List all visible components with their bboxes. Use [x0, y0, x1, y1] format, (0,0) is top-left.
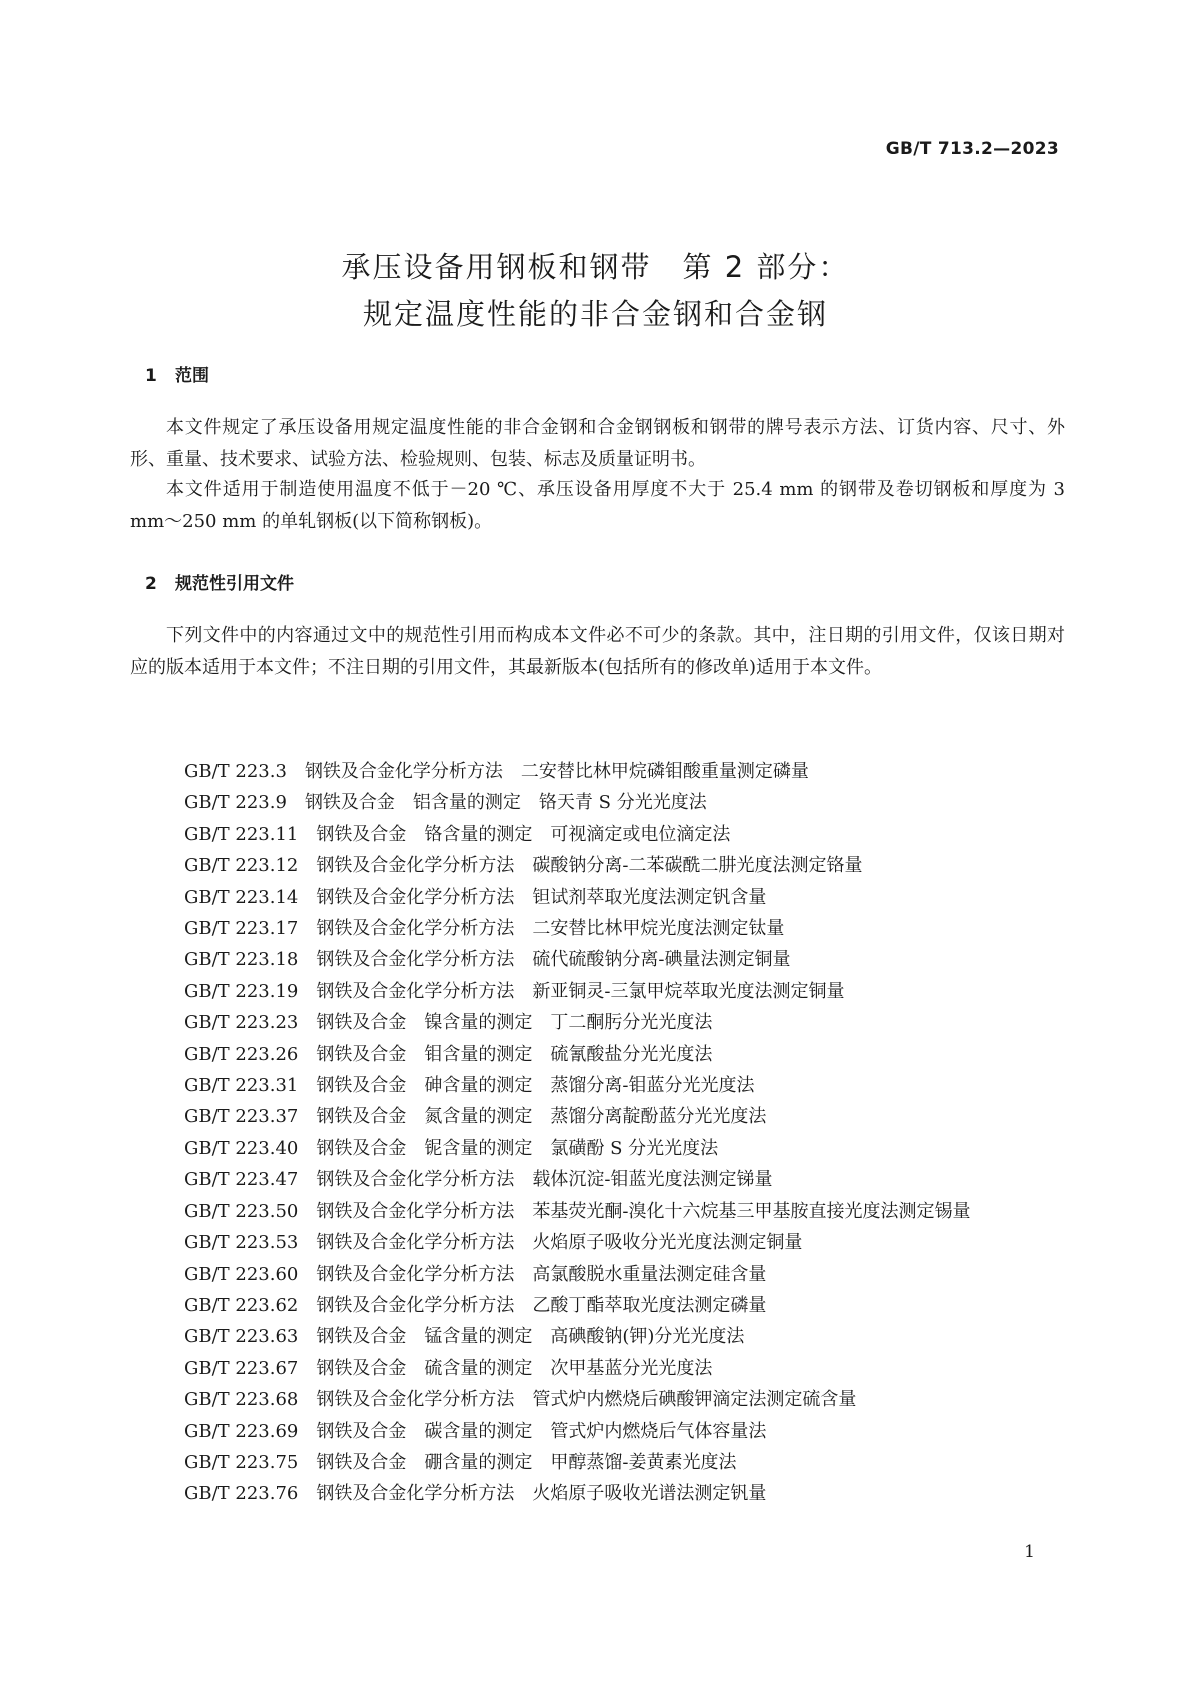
reference-title: 钢铁及合金化学分析方法 火焰原子吸收光谱法测定钒量	[316, 1483, 767, 1505]
reference-item	[130, 1384, 1065, 1415]
reference-code: GB/T 223.62	[184, 1294, 299, 1316]
reference-title: 钢铁及合金化学分析方法 苯基荧光酮-溴化十六烷基三甲基胺直接光度法测定锡量	[316, 1200, 971, 1222]
reference-item	[130, 1259, 1065, 1290]
page-number: 1	[1024, 1542, 1035, 1562]
reference-title: 钢铁及合金 锰含量的测定 高碘酸钠(钾)分光光度法	[316, 1326, 745, 1348]
reference-item	[130, 1039, 1065, 1070]
reference-title: 钢铁及合金化学分析方法 高氯酸脱水重量法测定硅含量	[316, 1263, 767, 1285]
reference-code: GB/T 223.18	[184, 949, 299, 971]
scope-paragraph-1: 本文件规定了承压设备用规定温度性能的非合金钢和合金钢钢板和钢带的牌号表示方法、订货内容、尺寸、外形、重量、技术要求、试验方法、检验规则、包装、标志及质量证明书。	[130, 417, 1065, 470]
reference-title: 钢铁及合金 铬含量的测定 可视滴定或电位滴定法	[316, 823, 731, 845]
reference-title: 钢铁及合金 硼含量的测定 甲醇蒸馏-姜黄素光度法	[316, 1451, 737, 1473]
reference-item	[130, 1133, 1065, 1164]
reference-title: 钢铁及合金化学分析方法 新亚铜灵-三氯甲烷萃取光度法测定铜量	[316, 980, 845, 1002]
reference-code: GB/T 223.14	[184, 886, 299, 908]
reference-item	[130, 819, 1065, 850]
reference-code: GB/T 223.3	[184, 761, 287, 782]
reference-item	[130, 1196, 1065, 1227]
reference-title: 钢铁及合金 硫含量的测定 次甲基蓝分光光度法	[316, 1357, 713, 1379]
document-title	[0, 244, 1191, 338]
reference-title: 钢铁及合金 碳含量的测定 管式炉内燃烧后气体容量法	[316, 1420, 767, 1442]
reference-title: 钢铁及合金 铝含量的测定 铬天青 S 分光光度法	[304, 792, 707, 814]
reference-list	[130, 756, 1065, 1510]
reference-title: 钢铁及合金化学分析方法 二安替比林甲烷光度法测定钛量	[316, 918, 785, 940]
reference-code: GB/T 223.40	[184, 1137, 299, 1159]
reference-title: 钢铁及合金化学分析方法 钽试剂萃取光度法测定钒含量	[316, 886, 767, 908]
reference-item	[130, 1290, 1065, 1321]
reference-title: 钢铁及合金化学分析方法 碳酸钠分离-二苯碳酰二肼光度法测定铬量	[316, 855, 863, 877]
reference-title: 钢铁及合金化学分析方法 管式炉内燃烧后碘酸钾滴定法测定硫含量	[316, 1389, 857, 1411]
reference-code: GB/T 223.69	[184, 1420, 299, 1442]
reference-title: 钢铁及合金 铌含量的测定 氯磺酚 S 分光光度法	[316, 1137, 719, 1159]
reference-code: GB/T 223.11	[184, 823, 299, 845]
reference-code: GB/T 223.26	[184, 1043, 299, 1065]
standard-code: GB/T 713.2—2023	[885, 139, 1059, 159]
reference-title: 钢铁及合金 砷含量的测定 蒸馏分离-钼蓝分光光度法	[316, 1075, 755, 1097]
reference-item	[130, 944, 1065, 975]
reference-item	[130, 1478, 1065, 1509]
reference-title: 钢铁及合金化学分析方法 载体沉淀-钼蓝光度法测定锑量	[316, 1169, 773, 1191]
section-1-heading	[145, 361, 209, 386]
reference-code: GB/T 223.67	[184, 1357, 299, 1379]
reference-item	[130, 1227, 1065, 1258]
reference-item	[130, 913, 1065, 944]
reference-item	[130, 882, 1065, 913]
reference-code: GB/T 223.37	[184, 1106, 299, 1128]
title-line-2: 规定温度性能的非合金钢和合金钢	[362, 297, 828, 331]
reference-code: GB/T 223.47	[184, 1169, 299, 1191]
reference-code: GB/T 223.12	[184, 855, 299, 877]
reference-code: GB/T 223.31	[184, 1075, 299, 1097]
reference-title: 钢铁及合金化学分析方法 火焰原子吸收分光光度法测定铜量	[316, 1232, 803, 1254]
reference-code: GB/T 223.53	[184, 1232, 299, 1254]
reference-title: 钢铁及合金化学分析方法 二安替比林甲烷磷钼酸重量测定磷量	[304, 761, 809, 782]
references-intro-paragraph: 下列文件中的内容通过文中的规范性引用而构成本文件必不可少的条款。其中，注日期的引用文件，仅该日期对应的版本适用于本文件；不注日期的引用文件，其最新版本(包括所有的修改单)适用于本文件。	[130, 625, 1065, 678]
section-1-title: 范围	[175, 366, 209, 386]
reference-code: GB/T 223.17	[184, 918, 299, 940]
reference-code: GB/T 223.9	[184, 792, 287, 814]
reference-item	[130, 1447, 1065, 1478]
reference-item	[130, 1007, 1065, 1038]
reference-item	[130, 976, 1065, 1007]
reference-code: GB/T 223.75	[184, 1451, 299, 1473]
title-line-1: 承压设备用钢板和钢带 第 2 部分：	[341, 250, 850, 284]
reference-code: GB/T 223.50	[184, 1200, 299, 1222]
reference-item	[130, 1070, 1065, 1101]
reference-code: GB/T 223.76	[184, 1483, 299, 1505]
reference-code: GB/T 223.19	[184, 980, 299, 1002]
section-2-heading	[145, 569, 294, 594]
reference-item	[130, 1353, 1065, 1384]
scope-paragraph-2: 本文件适用于制造使用温度不低于－20 ℃、承压设备用厚度不大于 25.4 mm 的钢带及卷切钢板和厚度为 3 mm～250 mm 的单轧钢板(以下简称钢板)。	[130, 479, 1065, 532]
reference-title: 钢铁及合金 钼含量的测定 硫氰酸盐分光光度法	[316, 1043, 713, 1065]
reference-code: GB/T 223.60	[184, 1263, 299, 1285]
reference-code: GB/T 223.23	[184, 1012, 299, 1034]
reference-title: 钢铁及合金 镍含量的测定 丁二酮肟分光光度法	[316, 1012, 713, 1034]
section-2-number: 2	[145, 574, 157, 594]
reference-code: GB/T 223.63	[184, 1326, 299, 1348]
reference-code: GB/T 223.68	[184, 1389, 299, 1411]
reference-item	[130, 850, 1065, 881]
reference-item	[130, 1321, 1065, 1352]
reference-item	[130, 1101, 1065, 1132]
reference-item	[130, 756, 1065, 787]
reference-title: 钢铁及合金 氮含量的测定 蒸馏分离靛酚蓝分光光度法	[316, 1106, 767, 1128]
section-1-number: 1	[145, 366, 157, 386]
reference-title: 钢铁及合金化学分析方法 硫代硫酸钠分离-碘量法测定铜量	[316, 949, 791, 971]
reference-title: 钢铁及合金化学分析方法 乙酸丁酯萃取光度法测定磷量	[316, 1294, 767, 1316]
reference-item	[130, 787, 1065, 818]
reference-item	[130, 1164, 1065, 1195]
section-2-title: 规范性引用文件	[175, 574, 294, 594]
reference-item	[130, 1416, 1065, 1447]
